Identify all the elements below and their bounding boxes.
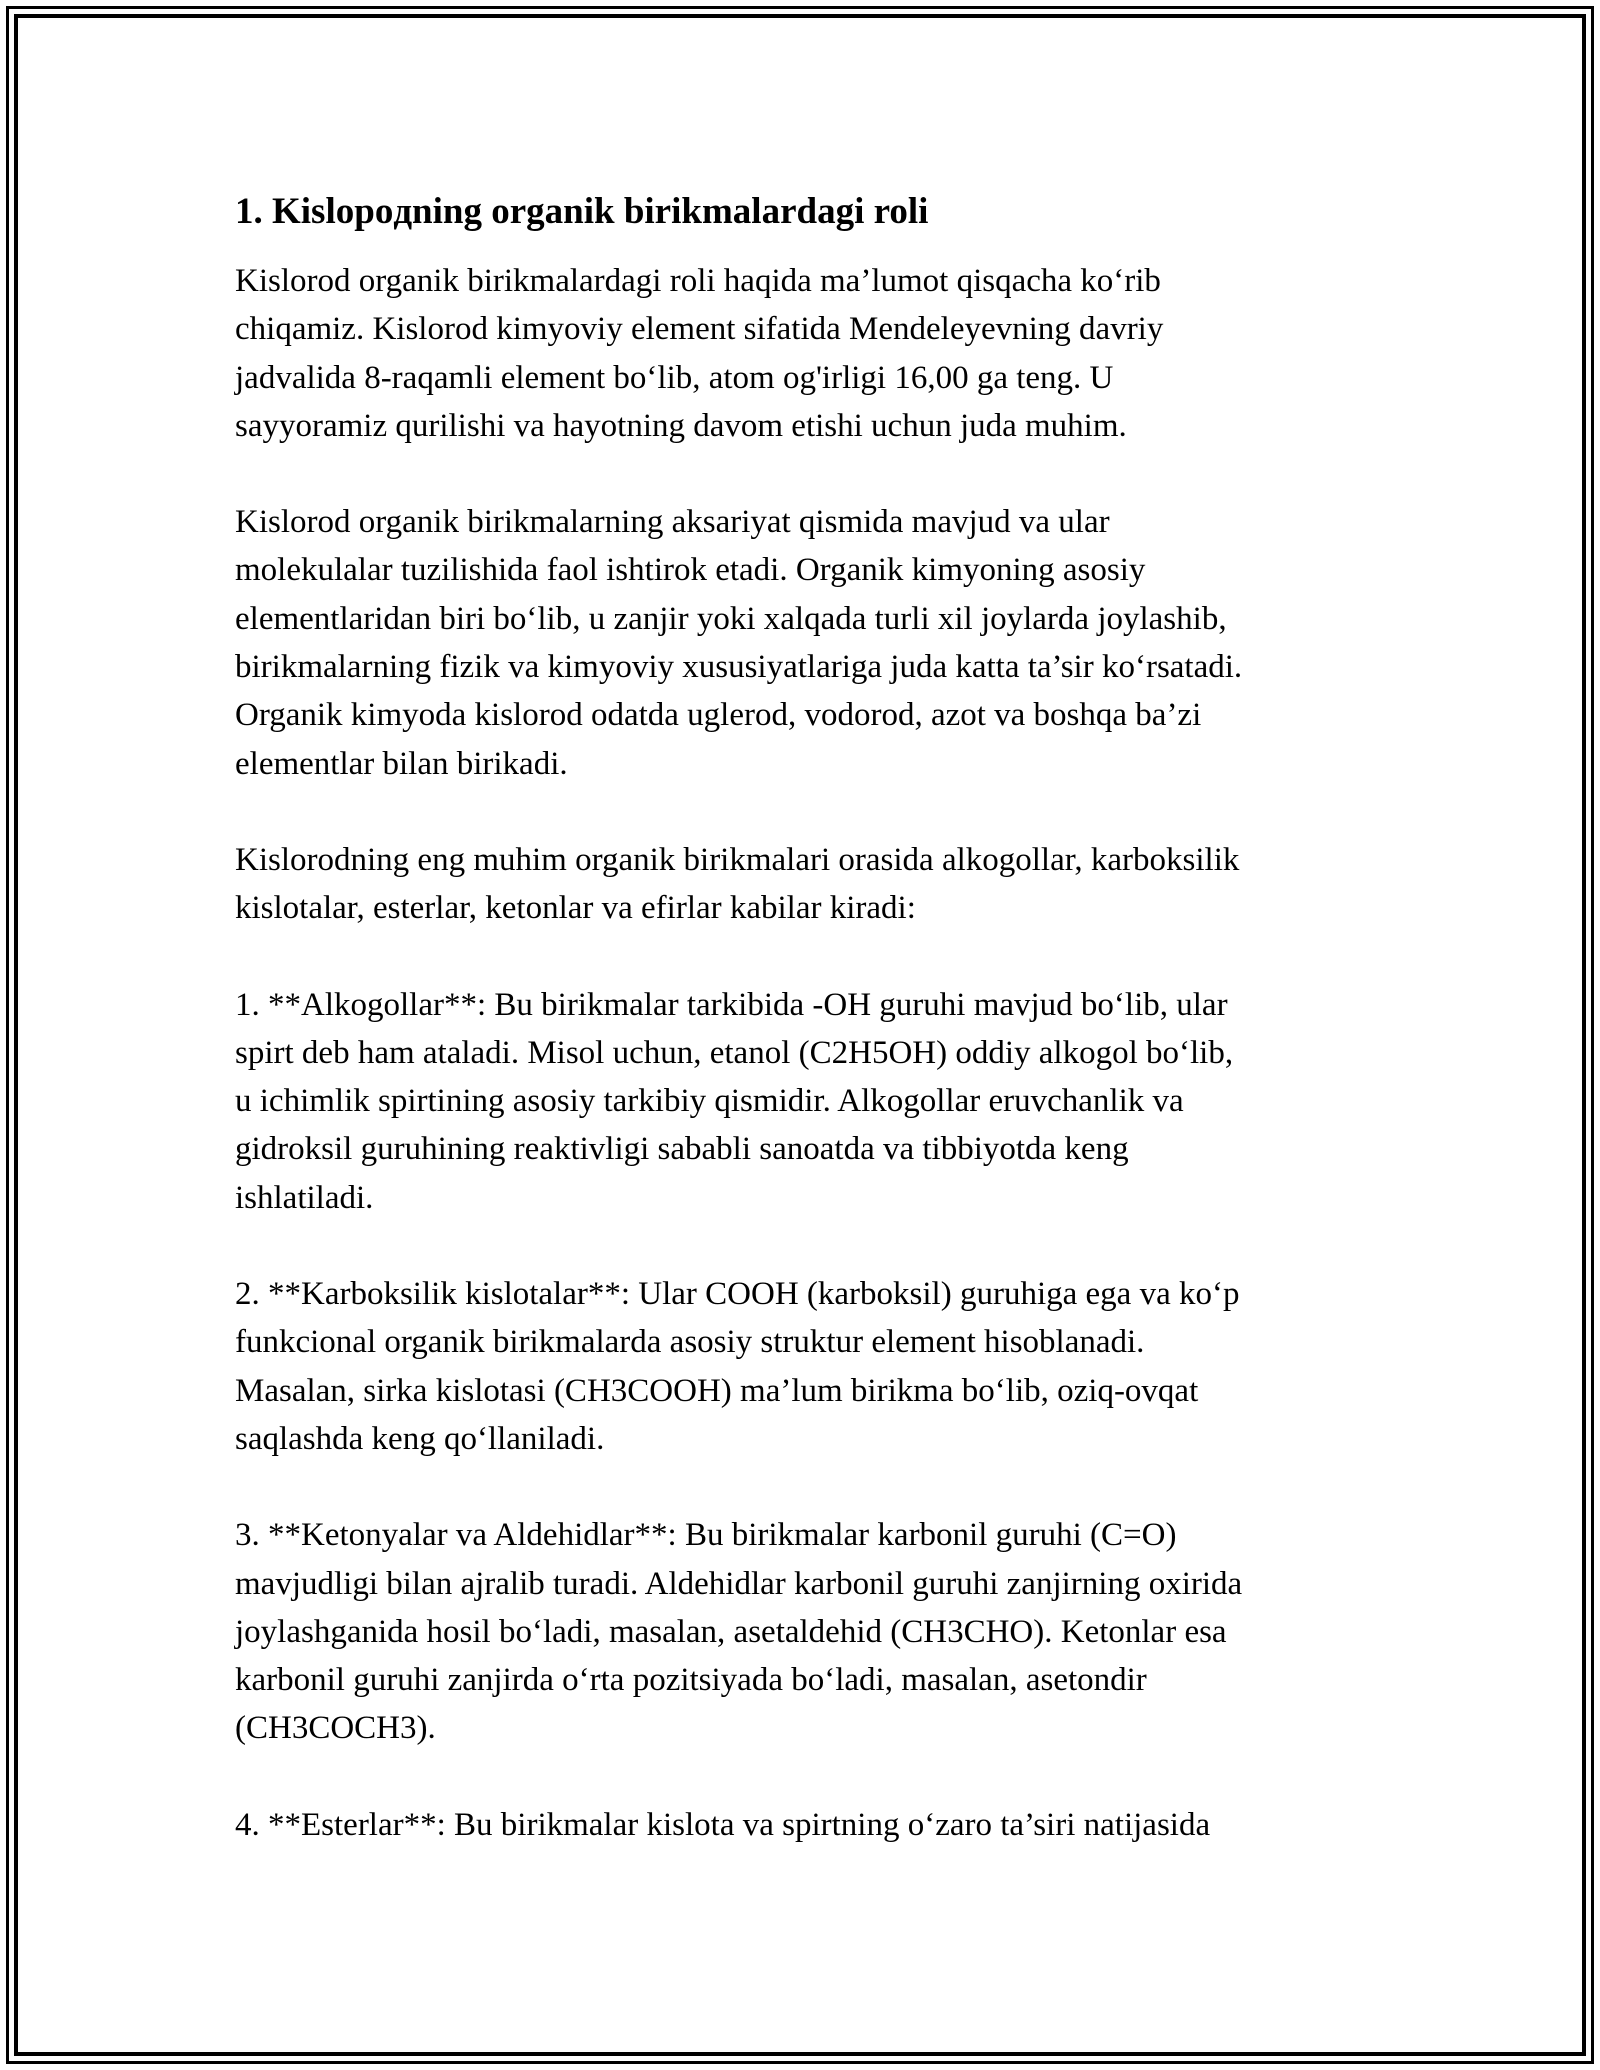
document-body: [235, 188, 1370, 1897]
paragraph-presence: Kislorod organik birikmalarning aksariyat qismida mavjud va ular molekulalar tuzilishida faol ishtirok etadi. Organik kimyoning asosiy elementlaridan biri bo‘lib, u zanjir yoki xalqada turli xil joylarda joylashib, birikmalarning fizik va kimyoviy xususiyatlariga juda katta ta’sir ko‘rsatadi. Organik kimyoda kislorod odatda uglerod, vodorod, azot va boshqa ba’zi elementlar bilan birikadi.: [235, 504, 1243, 782]
paragraph-intro: Kislorod organik birikmalardagi roli haqida ma’lumot qisqacha ko‘rib chiqamiz. Kislorod kimyoviy element sifatida Mendeleyevning davriy jadvalida 8-raqamli element bo‘lib, atom og'irligi 16,00 ga teng. U sayyoramiz qurilishi va hayotning davom etishi uchun juda muhim.: [235, 263, 1164, 444]
document-title: 1. Kislopoдning organik birikmalardagi roli: [235, 191, 929, 232]
list-item-esters: 4. **Esterlar**: Bu birikmalar kislota va spirtning o‘zaro ta’siri natijasida: [235, 1806, 1211, 1843]
list-item-carboxylic-acids: 2. **Karboksilik kislotalar**: Ular COOH (karboksil) guruhiga ega va ko‘p funkcional organik birikmalarda asosiy struktur element hisoblanadi. Masalan, sirka kislotasi (CH3COOH) ma’lum birikma bo‘lib, oziq-ovqat saqlashda keng qo‘llaniladi.: [235, 1276, 1240, 1457]
paragraph-compound-list: Kislorodning eng muhim organik birikmalari orasida alkogollar, karboksilik kislotalar, esterlar, ketonlar va efirlar kabilar kiradi:: [235, 841, 1240, 927]
list-item-alcohols: 1. **Alkogollar**: Bu birikmalar tarkibida -OH guruhi mavjud bo‘lib, ular spirt deb ham ataladi. Misol uchun, etanol (C2H5OH) oddiy alkogol bo‘lib, u ichimlik spirtining asosiy tarkibiy qismidir. Alkogollar eruvchanlik va gidroksil guruhining reaktivligi sababli sanoatda va tibbiyotda keng ishlatiladi.: [235, 986, 1234, 1216]
list-item-ketones-aldehydes: 3. **Ketonyalar va Aldehidlar**: Bu birikmalar karbonil guruhi (C=O) mavjudligi bilan ajralib turadi. Aldehidlar karbonil guruhi zanjirning oxirida joylashganida hosil bo‘ladi, masalan, asetaldehid (CH3CHO). Ketonlar esa karbonil guruhi zanjirda o‘rta pozitsiyada bo‘ladi, masalan, asetondir (CH3COCH3).: [235, 1517, 1243, 1747]
